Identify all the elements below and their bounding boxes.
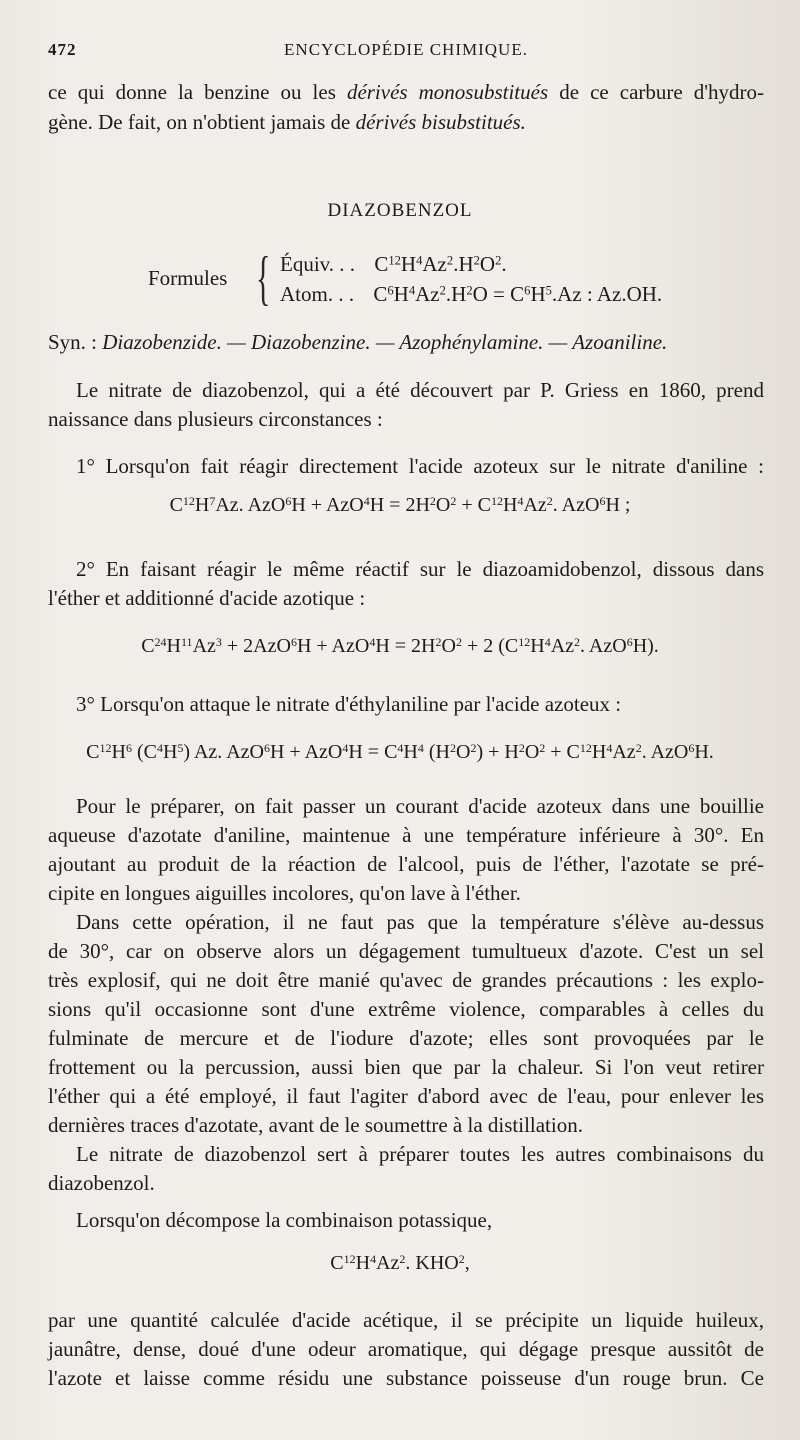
running-title: ENCYCLOPÉDIE CHIMIQUE. — [284, 40, 528, 59]
paragraph-line: Pour le préparer, on fait passer un courant d'acide azoteux dans une bouillie — [76, 794, 764, 818]
brace-icon: { — [256, 245, 271, 311]
synonyms-line: Syn. : Diazobenzide. — Diazobenzine. — Azophénylamine. — Azoaniline. — [48, 330, 668, 354]
case-2-text: l'éther et additionné d'acide azotique : — [48, 586, 366, 610]
paragraph-line: Le nitrate de diazobenzol, qui a été découvert par P. Griess en 1860, prend — [76, 378, 764, 402]
formulas-label: Formules — [148, 266, 228, 290]
case-3-text: 3° Lorsqu'on attaque le nitrate d'éthylaniline par l'acide azoteux : — [76, 692, 622, 716]
section-title: DIAZOBENZOL — [327, 200, 473, 221]
paragraph-line: Dans cette opération, il ne faut pas que la température s'élève au-dessus — [76, 910, 764, 934]
paragraph-line: très explosif, qui ne doit être manié qu'avec de grandes précautions : les explo- — [48, 968, 764, 992]
paragraph-line: l'éther qui a été employé, il faut l'agiter d'abord avec de l'eau, pour enlever les — [48, 1084, 764, 1108]
potassium-text: Lorsqu'on décompose la combinaison potassique, — [76, 1208, 493, 1232]
formula-atom: Atom. . . $C^6H^4Az^2.H^2O = C^6H^5.Az$ : Az.OH. — [280, 282, 663, 306]
paragraph-line: de 30°, car on observe alors un dégagement tumultueux d'azote. C'est un sel — [48, 939, 764, 963]
intro-line-1: ce qui donne la benzine ou les dérivés monosubstitués de ce carbure d'hydro- — [48, 80, 765, 104]
intro-italic-2: dérivés bisubstitués. — [355, 110, 526, 134]
paragraph-line: l'azote et laisse comme résidu une substance poisseuse d'un rouge brun. Ce — [48, 1366, 764, 1390]
case-2-text: 2° En faisant réagir le même réactif sur le diazoamidobenzol, dissous dans — [76, 557, 764, 581]
paragraph-line: fulminate de mercure et de l'iodure d'azote; elles sont provoquées par le — [48, 1026, 764, 1050]
paragraph-line: cipite en longues aiguilles incolores, qu'on lave à l'éther. — [48, 881, 521, 905]
paragraph-line: dernières traces d'azotate, avant de le soumettre à la distillation. — [48, 1113, 583, 1137]
paragraph-line: ajoutant au produit de la réaction de l'alcool, puis de l'éther, l'azotate se pré- — [48, 852, 764, 876]
paragraph-line: aqueuse d'azotate d'aniline, maintenue à une température inférieure à 30°. En — [48, 823, 764, 847]
paragraph-line: naissance dans plusieurs circonstances : — [48, 407, 383, 431]
paragraph-line: par une quantité calculée d'acide acétique, il se précipite un liquide huileux, — [48, 1308, 764, 1332]
synonyms-names: Diazobenzide. — Diazobenzine. — Azophénylamine. — Azoaniline. — [102, 330, 668, 354]
paragraph-line: diazobenzol. — [48, 1171, 155, 1195]
paragraph-line: Le nitrate de diazobenzol sert à préparer toutes les autres combinaisons du — [76, 1142, 764, 1166]
paragraph-line: frottement ou la percussion, aussi bien que par la chaleur. Si l'on veut retirer — [48, 1055, 764, 1079]
intro-italic-1: dérivés monosubstitués — [346, 80, 549, 104]
page-number: 472 — [48, 40, 77, 59]
equation-3: $C^{12}H^6$ $(C^4H^5)$ Az. $AzO^6H + AzO^4H = C^4H^4$ $(H^2O^2) + H^2O^2 + C^{12}H^4Az^2$. AzO$^6$H. — [86, 741, 714, 763]
paragraph-line: sions qu'il occasionne sont d'une extrême violence, comparables à celles du — [48, 997, 764, 1021]
page-header — [48, 40, 764, 66]
formula-equiv: Équiv. . . $C^{12}H^4Az^2.H^2O^2$. — [280, 252, 507, 276]
equation-1: $C^{12}H^7Az$. $AzO^6H + AzO^4H = 2H^2O^2 + C^{12}H^4Az^2$. AzO$^6$H ; — [169, 494, 631, 516]
intro-line-2: gène. De fait, on n'obtient jamais de dérivés bisubstitués. — [48, 110, 526, 134]
case-1-text: 1° Lorsqu'on fait réagir directement l'acide azoteux sur le nitrate d'aniline : — [76, 454, 764, 478]
equation-2: $C^{24}H^{11}Az^3 + 2AzO^6H + AzO^4H = 2H^2O^2 + 2$ ($C^{12}H^4Az^2$. AzO$^6$H). — [141, 635, 659, 657]
potassium-formula: $C^{12}H^4Az^2$. KHO$^2$, — [330, 1252, 470, 1274]
paragraph-line: jaunâtre, dense, doué d'une odeur aromatique, qui dégage presque aussitôt de — [48, 1337, 764, 1361]
